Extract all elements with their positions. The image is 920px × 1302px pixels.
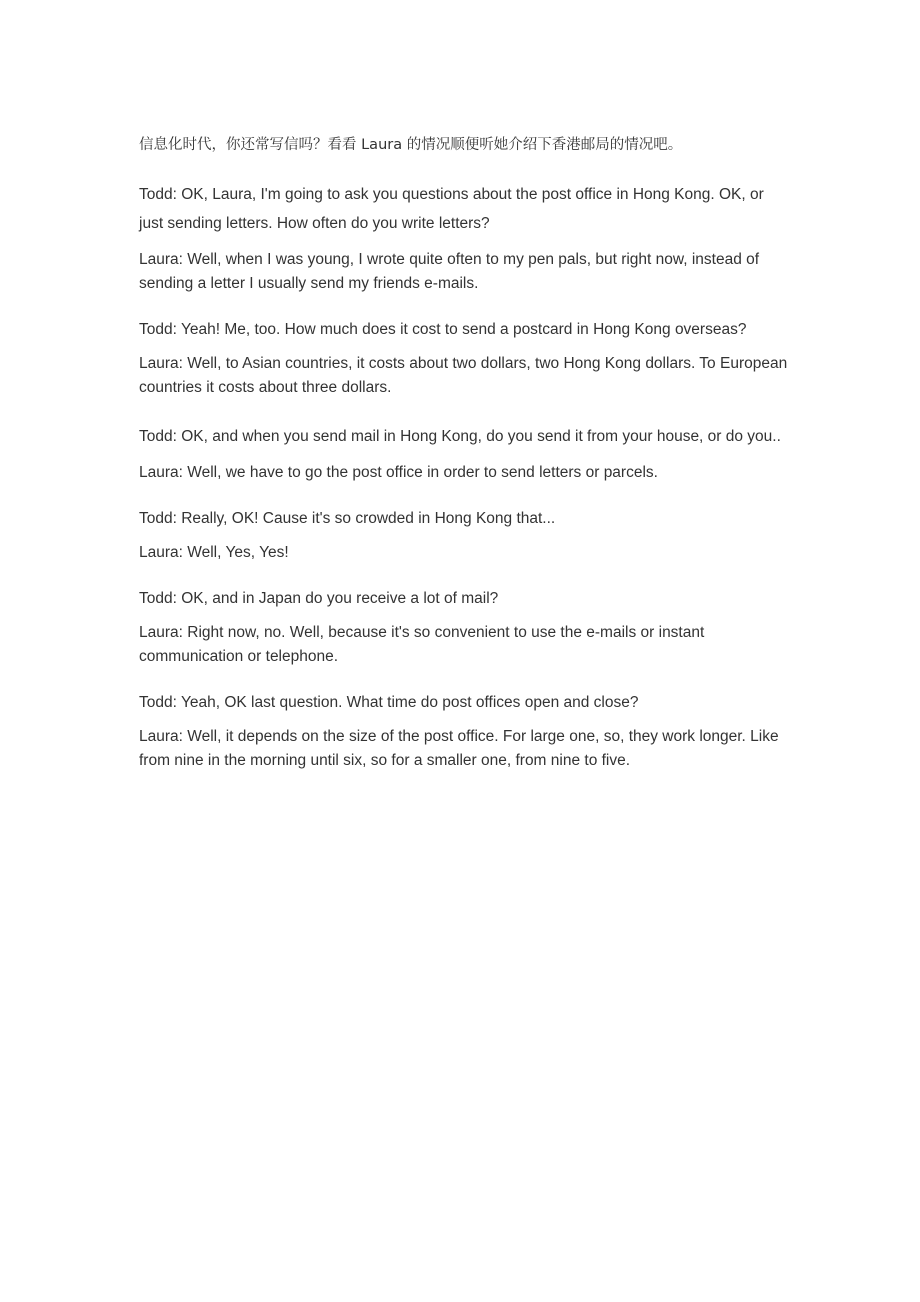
- intro-paragraph: 信息化时代，你还常写信吗？看看 Laura 的情况顺便听她介绍下香港邮局的情况吧。: [139, 137, 683, 153]
- dialogue-line-laura: Laura: Well, to Asian countries, it costs about two dollars, two Hong Kong dollars. To European countries it costs about three dollars.: [139, 355, 788, 396]
- dialogue-line-todd: Todd: Really, OK! Cause it's so crowded in Hong Kong that...: [139, 510, 556, 527]
- dialogue-line-laura: Laura: Well, Yes, Yes!: [139, 544, 289, 561]
- dialogue-line-laura: Laura: Well, it depends on the size of the post office. For large one, so, they work longer. Like from nine in the morning until six, so for a smaller one, from nine to five.: [139, 728, 779, 769]
- dialogue-line-laura: Laura: Well, when I was young, I wrote quite often to my pen pals, but right now, instead of sending a letter I usually send my friends e-mails.: [139, 251, 760, 292]
- dialogue-line-todd: Todd: Yeah! Me, too. How much does it cost to send a postcard in Hong Kong overseas?: [139, 321, 747, 338]
- dialogue-line-todd: Todd: OK, and when you send mail in Hong Kong, do you send it from your house, or do you..: [139, 428, 781, 445]
- document-body: [139, 132, 789, 773]
- dialogue-line-todd: Todd: Yeah, OK last question. What time do post offices open and close?: [139, 694, 639, 711]
- dialogue-line-todd: Todd: OK, and in Japan do you receive a lot of mail?: [139, 590, 499, 607]
- dialogue-line-laura: Laura: Well, we have to go the post office in order to send letters or parcels.: [139, 464, 658, 481]
- dialogue-line-laura: Laura: Right now, no. Well, because it's so convenient to use the e-mails or instant communication or telephone.: [139, 624, 705, 665]
- dialogue-line-todd: Todd: OK, Laura, I'm going to ask you questions about the post office in Hong Kong. OK, or just sending letters. How often do you write letters?: [139, 186, 764, 232]
